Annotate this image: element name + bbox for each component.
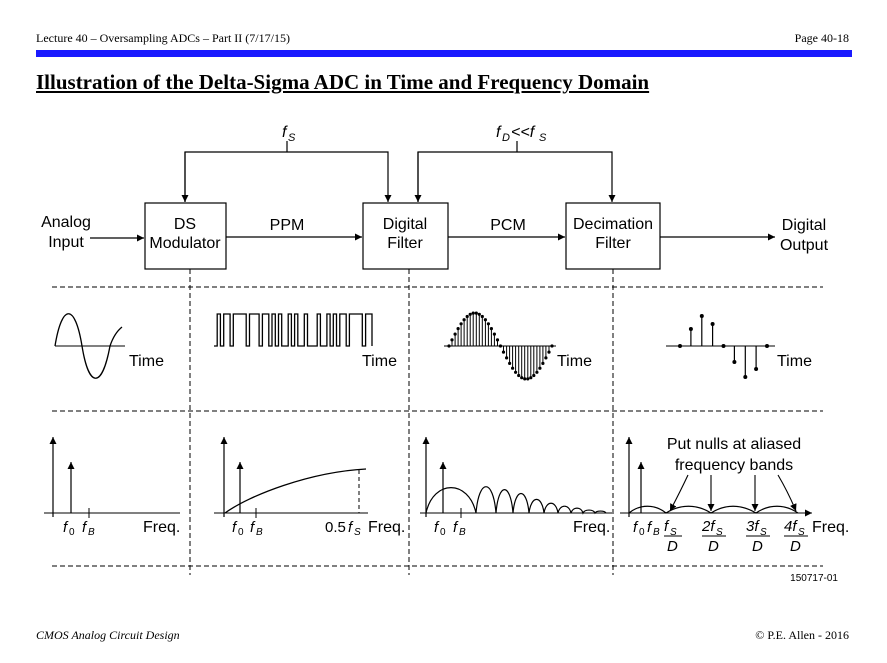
pcm-sample-dot [520,376,523,379]
alias-band-2fs-over-d [701,518,726,555]
pcm-sample-dot [517,374,520,377]
svg-text:0: 0 [69,527,75,538]
svg-text:f: f [282,124,287,141]
svg-text:3f: 3f [746,518,759,535]
decimated-sample-dot [678,344,682,348]
pcm-sample-dot [457,327,460,330]
svg-text:Freq.: Freq. [573,519,611,536]
svg-text:B: B [459,527,466,538]
null-annotation-line1: Put nulls at aliased [666,436,802,453]
pcm-sample-dot [538,367,541,370]
svg-text:B: B [88,527,95,538]
svg-text:4f: 4f [784,518,797,535]
svg-text:Freq.: Freq. [143,519,181,536]
svg-text:Analog: Analog [41,214,91,231]
pcm-sample-dot [529,376,532,379]
input-spectrum-panel [44,437,180,538]
svg-text:f: f [250,519,255,536]
svg-text:0: 0 [238,527,244,538]
pcm-sample-dot [535,371,538,374]
svg-text:Digital: Digital [382,216,428,233]
analog-input-label [41,214,91,251]
clock-fs-label [282,124,296,144]
svg-text:f: f [434,519,439,536]
alias-band-4fs-over-d [784,518,808,555]
svg-text:Time: Time [777,353,812,370]
page-title: Illustration of the Delta-Sigma ADC in Time and Frequency Domain [36,70,650,94]
pcm-sample-dot [550,344,553,347]
pcm-sample-dot [475,312,478,315]
decimation-spectrum-panel [620,436,849,555]
modulator-spectrum-panel [214,437,405,538]
svg-text:f: f [348,519,353,536]
pcm-samples-panel [444,312,592,381]
svg-text:Filter: Filter [595,235,631,252]
null-annotation-line2: frequency bands [674,457,794,474]
pcm-sample-dot [526,377,529,380]
pcm-sample-dot [502,351,505,354]
svg-text:f: f [647,519,652,536]
footer-book-title: CMOS Analog Circuit Design [36,628,180,642]
pcm-sample-dot [544,356,547,359]
svg-text:f: f [63,519,68,536]
header-lecture-title: Lecture 40 – Oversampling ADCs – Part II (7/17/15) [36,31,290,45]
decimated-sample-dot [711,322,715,326]
svg-text:Freq.: Freq. [812,519,850,536]
svg-text:Time: Time [129,353,164,370]
decimated-sample-dot [722,344,726,348]
digital-output-label [780,217,829,254]
pcm-sample-dot [447,344,450,347]
pcm-sample-dot [487,322,490,325]
svg-text:Time: Time [557,353,592,370]
svg-text:D: D [667,538,678,555]
pcm-sample-dot [493,333,496,336]
clock-lines [185,141,612,202]
svg-text:S: S [798,527,805,538]
svg-text:D: D [708,538,719,555]
svg-text:D: D [752,538,763,555]
decimated-sample-dot [700,314,704,318]
svg-text:DS: DS [173,216,197,233]
svg-text:2f: 2f [702,518,715,535]
decimated-sample-dot [689,327,693,331]
ppm-pulse-train [214,314,372,346]
svg-text:S: S [539,132,547,144]
pcm-sample-dot [499,344,502,347]
pcm-sample-dot [450,338,453,341]
pcm-sample-dot [481,315,484,318]
pcm-sample-dot [490,327,493,330]
alias-band-3fs-over-d [746,518,770,555]
pcm-sample-dot [460,322,463,325]
header-page-number: Page 40-18 [794,31,849,45]
pcm-label: PCM [490,217,526,234]
svg-text:D: D [502,132,510,144]
svg-text:Input: Input [48,234,84,251]
pcm-sample-dot [469,313,472,316]
pcm-sample-dot [523,377,526,380]
pcm-sample-dot [454,333,457,336]
pcm-sample-dot [532,374,535,377]
svg-text:S: S [288,132,296,144]
svg-text:0: 0 [639,527,645,538]
decimated-sample-dot [765,344,769,348]
svg-text:Decimation: Decimation [572,216,654,233]
svg-text:f: f [453,519,458,536]
svg-text:S: S [716,527,723,538]
clock-fd-label [496,124,547,144]
digital-filter-block [363,203,448,269]
svg-text:f: f [232,519,237,536]
svg-text:Freq.: Freq. [368,519,406,536]
svg-text:f: f [496,124,501,141]
decimated-samples-panel [666,314,812,379]
ppm-label: PPM [269,217,305,234]
svg-text:0: 0 [440,527,446,538]
svg-text:Filter: Filter [387,235,423,252]
pcm-sample-dot [541,362,544,365]
footer-copyright: © P.E. Allen - 2016 [755,628,849,642]
svg-text:S: S [670,527,677,538]
decimation-filter-block [566,203,660,269]
pcm-sample-dot [463,318,466,321]
pcm-sample-dot [508,362,511,365]
pcm-sample-dot [547,351,550,354]
svg-text:f: f [82,519,87,536]
svg-text:f: f [664,518,669,535]
svg-text:0.5: 0.5 [325,519,346,536]
pcm-sample-dot [484,318,487,321]
svg-text:B: B [653,527,660,538]
svg-text:Output: Output [779,237,829,254]
pcm-sample-dot [514,371,517,374]
filter-spectrum-panel [420,437,612,538]
svg-text:Modulator: Modulator [149,235,221,252]
pcm-sample-dot [511,367,514,370]
alias-band-fs-over-d [664,518,682,555]
svg-text:f: f [633,519,638,536]
ppm-bitstream-panel [214,314,397,370]
figure-id: 150717-01 [790,573,838,584]
pcm-sample-dot [496,338,499,341]
decimated-sample-dot [732,360,736,364]
svg-text:Digital: Digital [781,217,827,234]
svg-text:S: S [760,527,767,538]
pcm-sample-dot [505,356,508,359]
svg-text:D: D [790,538,801,555]
analog-sine-panel [55,314,164,379]
decimated-sample-dot [743,375,747,379]
svg-text:S: S [354,527,361,538]
pcm-sample-dot [478,313,481,316]
svg-text:Time: Time [362,353,397,370]
ds-modulator-block [145,203,226,269]
pcm-sample-dot [472,312,475,315]
decimated-sample-dot [754,367,758,371]
pcm-sample-dot [466,315,469,318]
svg-text:<<f: <<f [511,124,535,141]
svg-text:B: B [256,527,263,538]
